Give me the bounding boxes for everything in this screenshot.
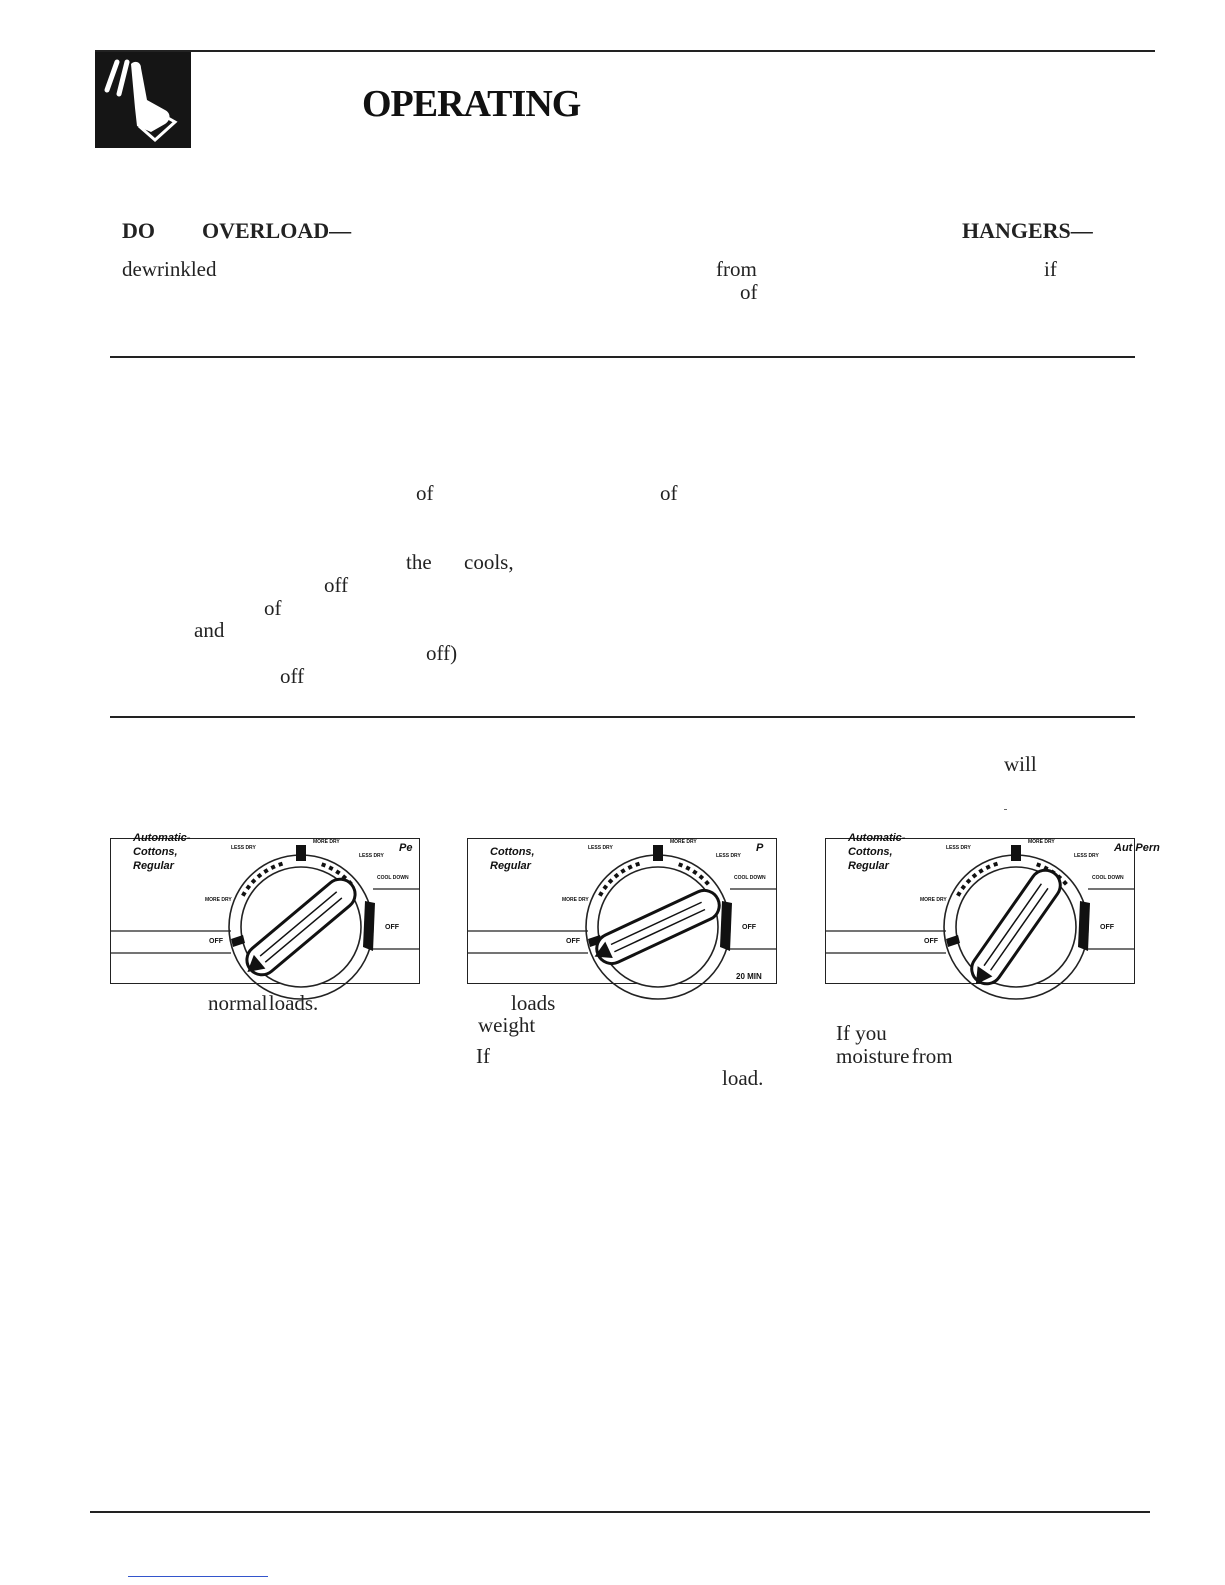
mark-more-dry: MORE DRY <box>1028 839 1055 845</box>
dial-cut-label: Pe <box>399 842 413 854</box>
dial-cut-label: Aut Pern <box>1114 842 1160 854</box>
section2-word: off <box>324 573 349 597</box>
tip-do: DO <box>122 218 155 243</box>
dial-label-regular: Regular <box>133 860 174 872</box>
mark-off: OFF <box>1100 924 1114 931</box>
section2-word: of <box>416 481 434 505</box>
dial-label-cottons: Cottons, <box>490 846 535 858</box>
section2-word: cools, <box>464 550 514 574</box>
dial-label-regular: Regular <box>490 860 531 872</box>
mark-more-dry: MORE DRY <box>920 897 947 903</box>
dial-cut-label: Automatic- <box>133 832 191 844</box>
caption-word: moisture from <box>836 1044 953 1068</box>
mark-off: OFF <box>566 938 580 945</box>
section2-word: of <box>660 481 678 505</box>
section2-word: of <box>264 596 282 620</box>
mark-more-dry: MORE DRY <box>313 839 340 845</box>
tip-word: from <box>716 257 757 281</box>
header-top-rule <box>95 50 1155 52</box>
section3-word: will <box>1004 752 1037 776</box>
caption-word: load. <box>722 1066 764 1090</box>
caption-word: If <box>476 1044 490 1068</box>
dry-cycle-dial-panel <box>467 838 777 984</box>
mark-more-dry: MORE DRY <box>562 897 589 903</box>
section-divider <box>110 716 1135 718</box>
mark-cool-down: COOL DOWN <box>734 875 766 881</box>
mark-timer: 20 MIN <box>736 972 762 981</box>
mark-less-dry: LESS DRY <box>588 845 613 851</box>
caption-word: weight <box>478 1013 536 1037</box>
dot-mark <box>1004 809 1007 810</box>
mark-off: OFF <box>924 938 938 945</box>
section2-word: off <box>280 664 305 688</box>
section2-word: the <box>406 550 432 574</box>
footer-link-underline <box>128 1576 268 1577</box>
mark-more-dry: MORE DRY <box>670 839 697 845</box>
dial-cut-label: P <box>756 842 764 854</box>
caption-word: loads <box>511 991 556 1015</box>
dial-label-cottons: Cottons, <box>848 846 893 858</box>
page-title: OPERATING <box>362 83 581 125</box>
mark-more-dry: MORE DRY <box>205 897 232 903</box>
caption-word: If you <box>836 1021 887 1045</box>
footer-rule <box>90 1511 1150 1513</box>
mark-less-dry: LESS DRY <box>1074 853 1099 859</box>
mark-cool-down: COOL DOWN <box>1092 875 1124 881</box>
logo-block <box>95 52 191 148</box>
off-marker-top <box>1011 845 1021 861</box>
mark-less-dry: LESS DRY <box>231 845 256 851</box>
mark-off: OFF <box>385 924 399 931</box>
mark-less-dry: LESS DRY <box>359 853 384 859</box>
mark-less-dry: LESS DRY <box>716 853 741 859</box>
mark-less-dry: LESS DRY <box>946 845 971 851</box>
tip-word: dewrinkled <box>122 257 217 281</box>
tip-word: if <box>1044 257 1057 281</box>
dry-cycle-dial-panel <box>825 832 1160 984</box>
off-marker-top <box>296 845 306 861</box>
tip-hangers: HANGERS— <box>962 218 1093 243</box>
mark-cool-down: COOL DOWN <box>377 875 409 881</box>
dial-label-cottons: Cottons, <box>133 846 178 858</box>
section-divider <box>110 356 1135 358</box>
hand-pressing-button-icon <box>95 52 191 148</box>
dry-cycle-dial-panel <box>110 832 420 984</box>
dial-label-regular: Regular <box>848 860 889 872</box>
dial-cut-label: Automatic- <box>848 832 906 844</box>
mark-off: OFF <box>209 938 223 945</box>
section2-word: and <box>194 618 225 642</box>
tip-overload: OVERLOAD— <box>202 218 352 243</box>
tip-word: of <box>740 280 758 304</box>
section2-word: off) <box>426 641 458 665</box>
off-marker-top <box>653 845 663 861</box>
caption-word: normal loads. <box>208 991 319 1015</box>
mark-off: OFF <box>742 924 756 931</box>
